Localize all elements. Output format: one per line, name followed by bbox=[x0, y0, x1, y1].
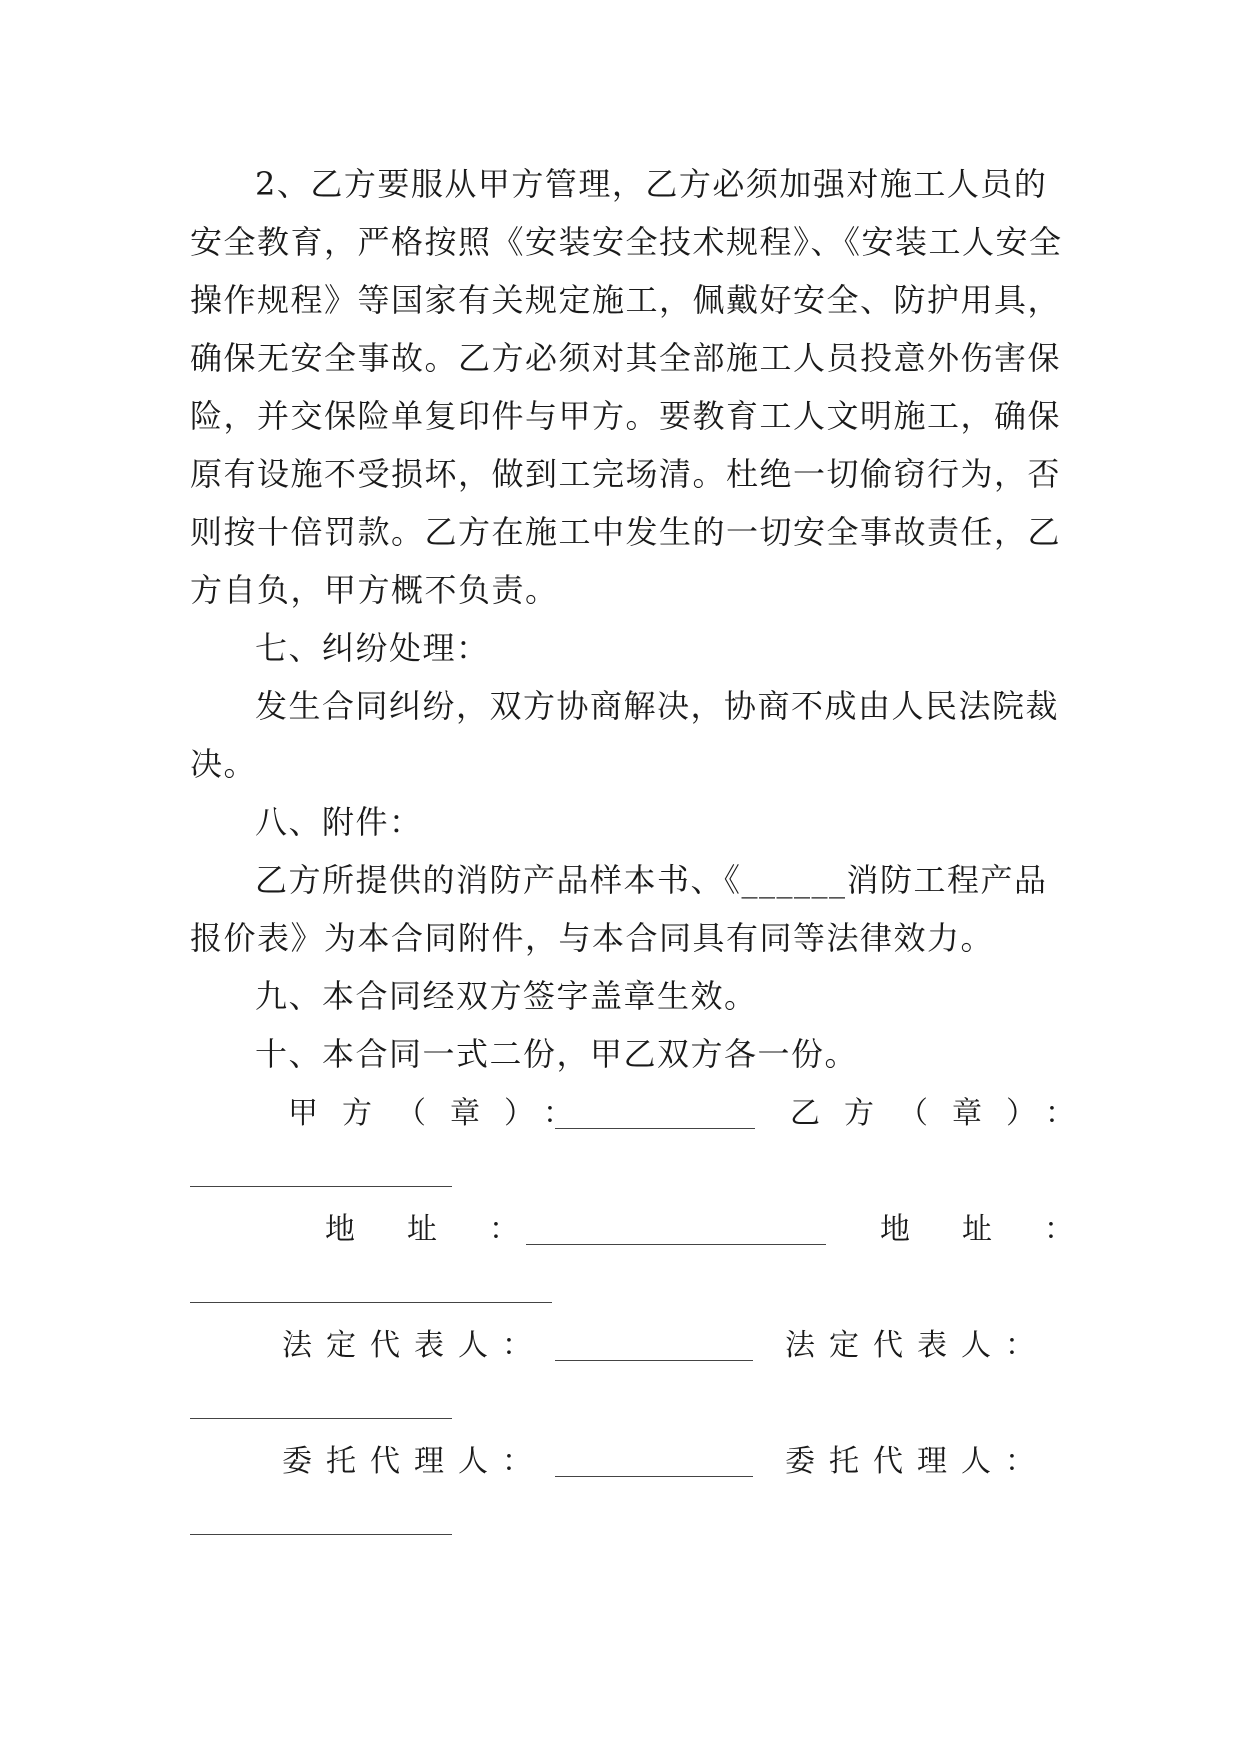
party-a-seal-label: 甲方（章）： bbox=[288, 1096, 597, 1131]
address-b-blank bbox=[190, 1302, 552, 1303]
para-2-line-2: 安全教育，严格按照《安装安全技术规程》、《安装工人安全 bbox=[190, 223, 1063, 261]
para-2-line-8: 方自负，甲方概不负责。 bbox=[190, 571, 559, 609]
para-2-line-7: 则按十倍罚款。乙方在施工中发生的一切安全事故责任，乙 bbox=[190, 513, 1062, 551]
party-a-seal-blank bbox=[555, 1128, 755, 1129]
legal-rep-b-label: 法定代表人： bbox=[785, 1328, 1049, 1363]
address-a-blank bbox=[526, 1244, 826, 1245]
section-8-line-1: 乙方所提供的消防产品样本书、《______消防工程产品 bbox=[255, 861, 1048, 899]
para-2-line-6: 原有设施不受损坏，做到工完场清。杜绝一切偷窃行为，否 bbox=[190, 455, 1062, 493]
legal-rep-a-label: 法定代表人： bbox=[282, 1328, 546, 1363]
para-2-line-3: 操作规程》等国家有关规定施工，佩戴好安全、防护用具， bbox=[190, 281, 1062, 319]
section-7-line-1: 发生合同纠纷，双方协商解决，协商不成由人民法院裁 bbox=[255, 687, 1060, 725]
section-9: 九、本合同经双方签字盖章生效。 bbox=[255, 977, 758, 1015]
address-b-label: 地址： bbox=[880, 1212, 1126, 1247]
address-a-label: 地址： bbox=[325, 1212, 571, 1247]
agent-b-blank bbox=[190, 1534, 452, 1535]
para-2-line-1: 2、乙方要服从甲方管理，乙方必须加强对施工人员的 bbox=[255, 165, 1048, 203]
legal-rep-a-blank bbox=[555, 1360, 753, 1361]
para-2-line-4: 确保无安全事故。乙方必须对其全部施工人员投意外伤害保 bbox=[190, 339, 1062, 377]
para-2-line-5: 险，并交保险单复印件与甲方。要教育工人文明施工，确保 bbox=[190, 397, 1062, 435]
section-10: 十、本合同一式二份，甲乙双方各一份。 bbox=[255, 1035, 859, 1073]
agent-b-label: 委托代理人： bbox=[785, 1444, 1049, 1479]
section-8-title: 八、附件： bbox=[255, 803, 423, 841]
section-7-line-2: 决。 bbox=[190, 745, 258, 783]
legal-rep-b-blank bbox=[190, 1418, 452, 1419]
section-8-line-2: 报价表》为本合同附件，与本合同具有同等法律效力。 bbox=[190, 919, 995, 957]
agent-a-label: 委托代理人： bbox=[282, 1444, 546, 1479]
section-7-title: 七、纠纷处理： bbox=[255, 629, 490, 667]
party-b-seal-label: 乙方（章）： bbox=[790, 1096, 1099, 1131]
agent-a-blank bbox=[555, 1476, 753, 1477]
party-b-seal-blank bbox=[190, 1186, 452, 1187]
